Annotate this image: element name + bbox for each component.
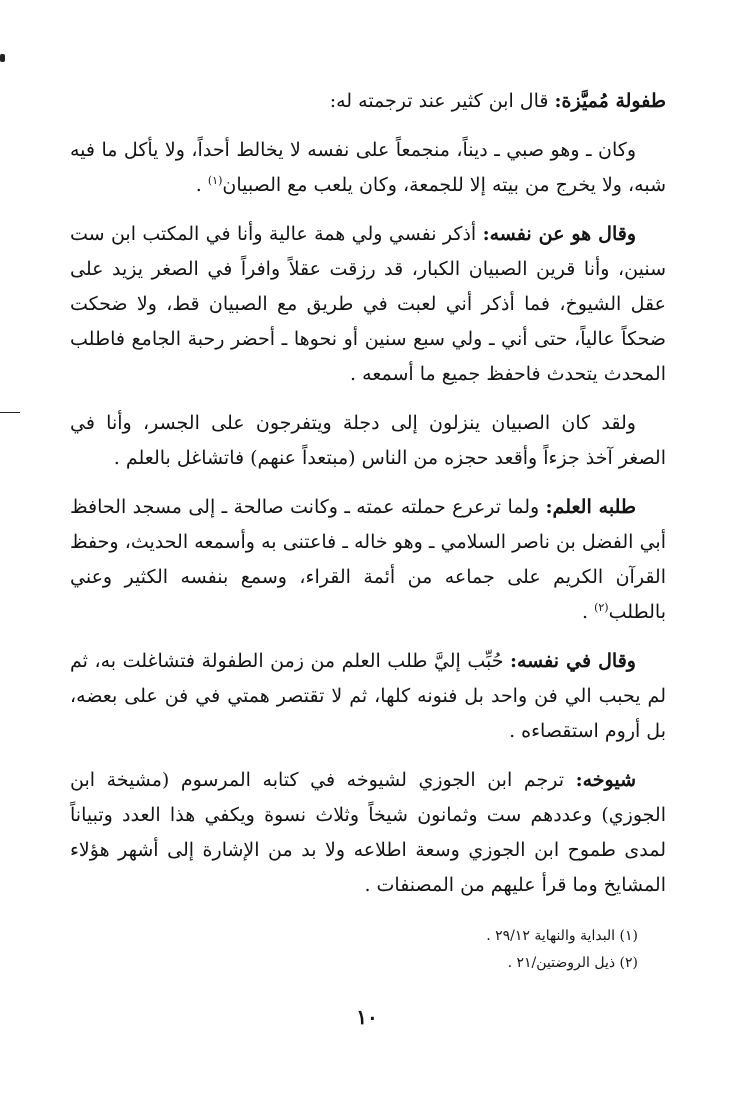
paragraph-text: ولما ترعرع حملته عمته ـ وكانت صالحة ـ إلى مسجد الحافظ أبي الفضل بن ناصر السلامي ـ وهو خاله ـ فاعتنى به وأسمعه الحديث، وحفظ القرآن الكريم على جماعه من أئمة القراء، وسمع بنفسه الكثير وعني بالطلب (70, 496, 666, 623)
heading-seeking-knowledge: طلبه العلم: (545, 496, 636, 518)
scan-edge-line (0, 412, 20, 413)
footnote-ref-1: (١) (207, 174, 223, 187)
footnotes (486, 923, 638, 977)
paragraph-teachers (70, 763, 666, 903)
paragraph-childhood (70, 84, 666, 119)
footnote-2: (٢) ذيل الروضتين/٢١ . (507, 955, 638, 971)
scan-edge-mark (0, 54, 5, 62)
paragraph-about-himself (70, 217, 666, 392)
heading-in-himself: وقال في نفسه: (509, 650, 636, 672)
paragraph-text: ترجم ابن الجوزي لشيوخه في كتابه المرسوم (مشيخة ابن الجوزي) وعددهم ست وثمانون شيخاً وثلاث نسوة ويكفي هذا العدد وتبياناً لمدى طموح ابن الجوزي وسعة اطلاعه ولا بد من الإشارة إلى أشهر هؤلاء المشايخ وما قرأ عليهم من المصنفات . (70, 769, 666, 896)
heading-teachers: شيوخه: (575, 769, 636, 791)
paragraph-tail: . (581, 601, 595, 623)
paragraph-text: حُبِّب إليَّ طلب العلم من زمن الطفولة فتشاغلت به، ثم لم يحبب الي فن واحد بل فنونه كلها، ثم لا تقتصر همتي في فن على بعضه، بل أروم استقصاءه . (70, 650, 666, 742)
page-body (70, 84, 666, 917)
paragraph-seeking-knowledge (70, 490, 666, 630)
paragraph-text: ولقد كان الصبيان ينزلون إلى دجلة ويتفرجون على الجسر، وأنا في الصغر آخذ جزءاً وأقعد حجزه من الناس (مبتعداً عنهم) فاتشاغل بالعلم . (70, 412, 666, 469)
paragraph-quote-ibn-kathir (70, 133, 666, 203)
paragraph-in-himself (70, 644, 666, 749)
page-number: ١٠ (356, 1005, 378, 1029)
paragraph-boys-tigris (70, 406, 666, 476)
heading-childhood: طفولة مُميَّزة: (554, 90, 666, 112)
heading-about-himself: وقال هو عن نفسه: (482, 223, 636, 245)
footnote-ref-2: (٢) (594, 601, 609, 614)
paragraph-text: وكان ـ وهو صبي ـ ديناً، منجمعاً على نفسه لا يخالط أحداً، ولا يأكل ما فيه شبه، ولا يخرج من بيته إلا للجمعة، وكان يلعب مع الصبيان (70, 139, 666, 196)
paragraph-text: أذكر نفسي ولي همة عالية وأنا في المكتب ابن ست سنين، وأنا قرين الصبيان الكبار، قد رزقت عقلاً وافراً في الصغر يزيد على عقل الشيوخ، فما أذكر أني لعبت في طريق مع الصبيان قط، ولا ضحكت ضحكاً عالياً، حتى أني ـ ولي سبع سنين أو نحوها ـ أحضر رحبة الجامع فاطلب المحدث يتحدث فاحفظ جميع ما أسمعه . (70, 223, 666, 385)
paragraph-text: قال ابن كثير عند ترجمته له: (329, 90, 555, 112)
paragraph-tail: . (195, 174, 208, 196)
footnote-1: (١) البداية والنهاية ٢٩/١٢ . (486, 928, 638, 944)
